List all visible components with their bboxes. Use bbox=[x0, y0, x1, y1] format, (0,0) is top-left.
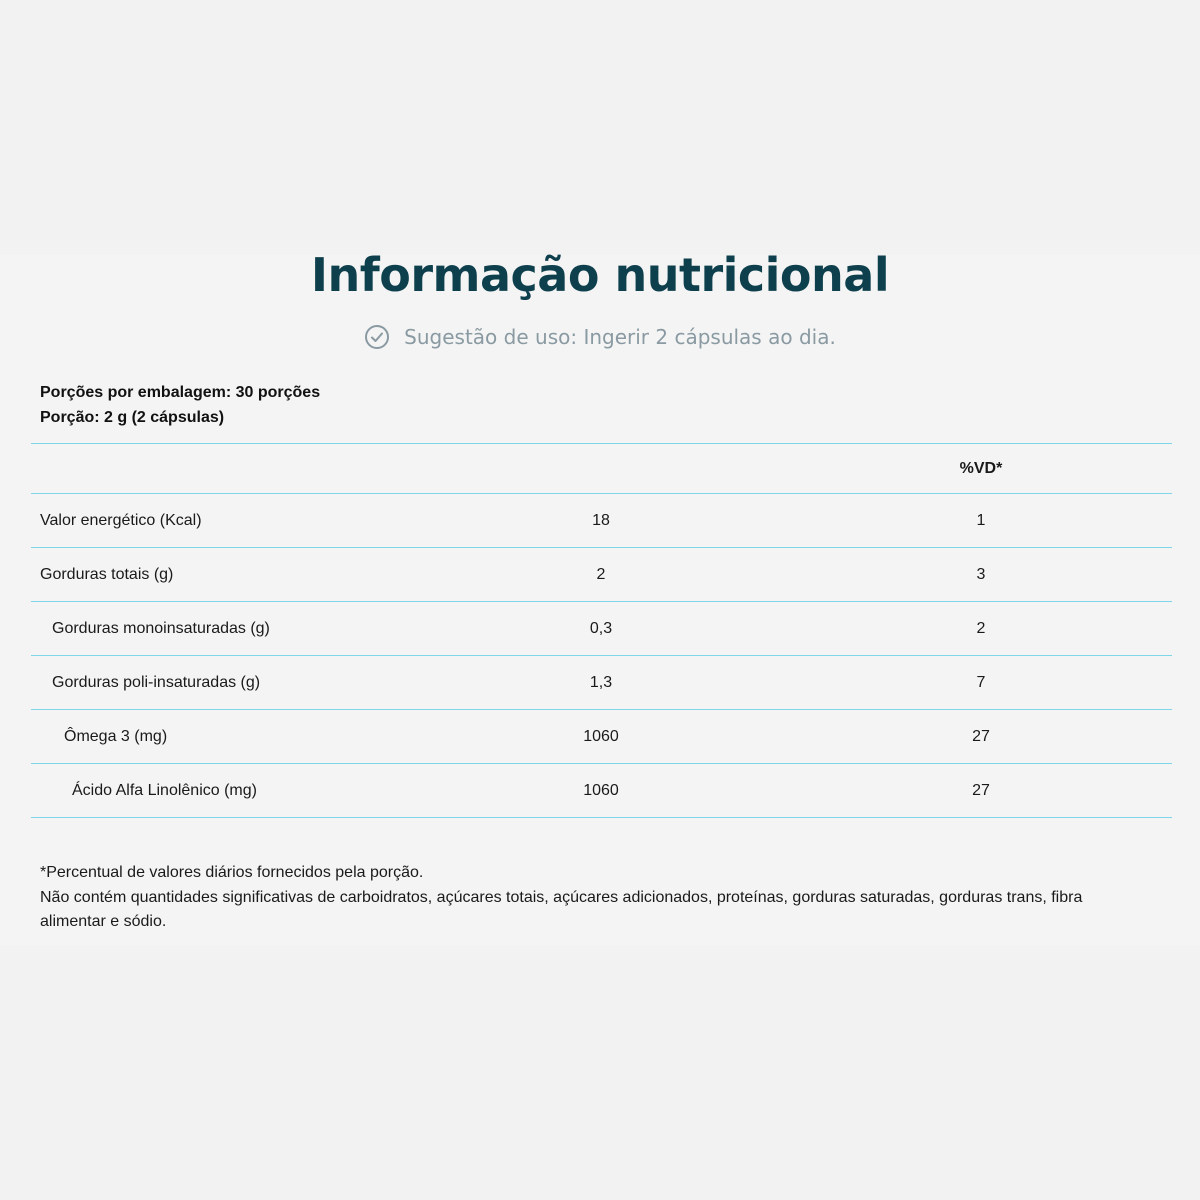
portions-per-package: Porções por embalagem: 30 porções bbox=[40, 384, 321, 401]
portion-size: Porção: 2 g (2 cápsulas) bbox=[40, 409, 225, 426]
nutrient-name: Gorduras totais (g) bbox=[40, 565, 174, 583]
nutrient-amount: 2 bbox=[596, 565, 606, 583]
table-row bbox=[31, 763, 1172, 818]
footnote-disclaimer: Não contém quantidades significativas de carboidratos, açúcares totais, açúcares adicionados, proteínas, gorduras saturadas, gorduras trans, fibra alimentar e sódio. bbox=[40, 888, 1083, 930]
table-header-row bbox=[31, 443, 1172, 493]
page-title: Informação nutricional bbox=[310, 248, 890, 302]
nutrient-vd: 1 bbox=[976, 511, 986, 529]
nutrient-amount: 1,3 bbox=[589, 673, 613, 691]
nutrient-amount: 18 bbox=[592, 511, 610, 529]
table-row bbox=[31, 601, 1172, 655]
nutrient-vd: 27 bbox=[972, 727, 990, 745]
serving-info bbox=[40, 380, 320, 430]
nutrient-vd: 7 bbox=[976, 673, 986, 691]
nutrient-vd: 27 bbox=[972, 781, 990, 799]
header-amount bbox=[501, 444, 701, 493]
nutrient-name: Gorduras monoinsaturadas (g) bbox=[52, 619, 270, 637]
nutrient-name: Ácido Alfa Linolênico (mg) bbox=[72, 781, 257, 799]
check-circle-icon bbox=[364, 324, 390, 350]
footnote-vd-note: *Percentual de valores diários fornecidos pela porção. bbox=[40, 864, 424, 881]
table-row bbox=[31, 709, 1172, 763]
nutrient-name: Gorduras poli-insaturadas (g) bbox=[52, 673, 261, 691]
table-row bbox=[31, 655, 1172, 709]
nutrient-amount: 1060 bbox=[583, 727, 619, 745]
footnote bbox=[40, 861, 1140, 935]
nutrient-name: Ômega 3 (mg) bbox=[64, 727, 168, 745]
nutrient-vd: 2 bbox=[976, 619, 986, 637]
nutrient-name: Valor energético (Kcal) bbox=[40, 511, 202, 529]
usage-suggestion bbox=[0, 322, 1200, 352]
table-row bbox=[31, 547, 1172, 601]
nutrient-amount: 1060 bbox=[583, 781, 619, 799]
nutrition-table bbox=[31, 443, 1172, 818]
header-vd: %VD* bbox=[959, 459, 1003, 477]
usage-suggestion-text: Sugestão de uso: Ingerir 2 cápsulas ao dia. bbox=[404, 325, 836, 349]
nutrient-vd: 3 bbox=[976, 565, 986, 583]
nutrient-amount: 0,3 bbox=[589, 619, 613, 637]
table-row bbox=[31, 493, 1172, 547]
